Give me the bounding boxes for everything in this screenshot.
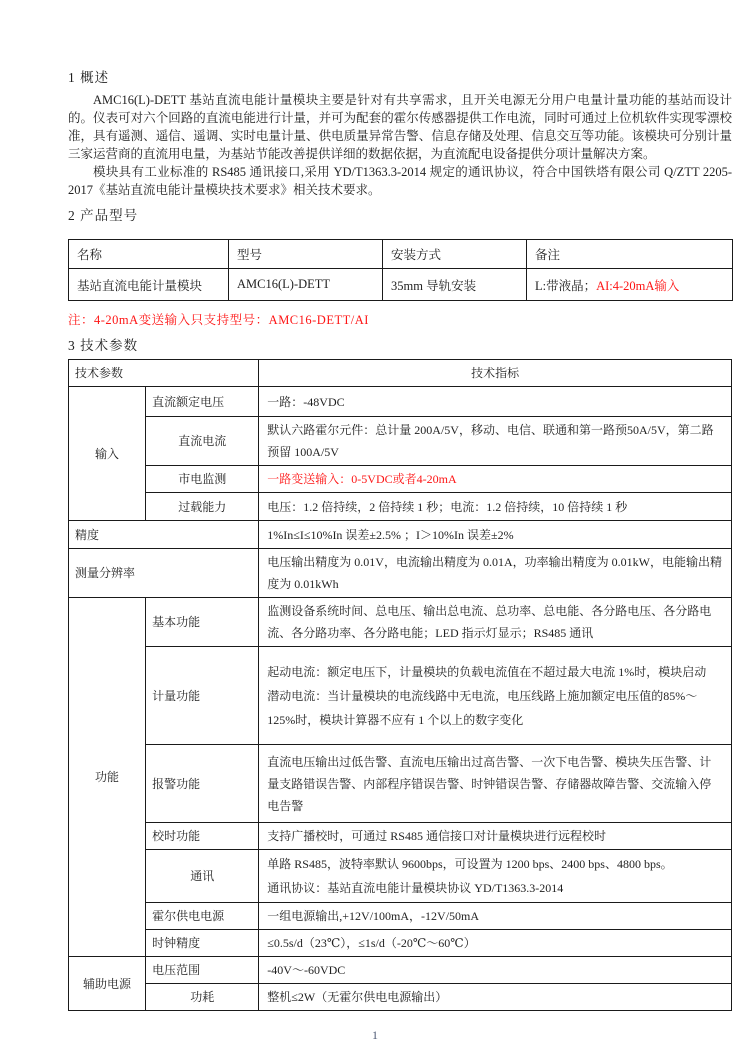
label-timing-function: 校时功能 bbox=[146, 823, 259, 850]
transmitter-input-note: 注：4-20mA变送输入只支持型号：AMC16-DETT/AI bbox=[68, 313, 369, 327]
value-rated-voltage: 一路：-48VDC bbox=[259, 387, 732, 417]
section-1-heading: 1 概述 bbox=[68, 70, 110, 85]
label-accuracy: 精度 bbox=[69, 521, 259, 549]
overview-paragraph-1: AMC16(L)-DETT 基站直流电能计量模块主要是针对有共享需求，且开关电源无分用户电量计量功能的基站而设计的。仪表可对六个回路的直流电能进行计量，并可为配套的霍尔传感器提供工作电流，同时可通过上位机软件实现零漂校准，具有遥测、遥信、遥调、实时电量计量、供电质量异常告警、信息存储及处理、信息交互等功能。该模块可分别计量三家运营商的直流用电量，为基站节能改善提供详细的数据依据，为直流配电设备提供分项计量解决方案。 bbox=[68, 93, 732, 161]
label-alarm-function: 报警功能 bbox=[146, 745, 259, 823]
value-dc-current: 默认六路霍尔元件：总计量 200A/5V，移动、电信、联通和第一路预50A/5V，第二路预留 100A/5V bbox=[259, 417, 732, 466]
table-row bbox=[69, 521, 732, 549]
product-table-header-row bbox=[69, 240, 733, 269]
product-header-install: 安装方式 bbox=[383, 240, 527, 269]
value-metering-function bbox=[259, 647, 732, 745]
label-rated-voltage: 直流额定电压 bbox=[146, 387, 259, 417]
tech-params-table bbox=[68, 359, 732, 1011]
tech-header-index: 技术指标 bbox=[259, 360, 732, 387]
table-row bbox=[69, 850, 732, 903]
value-power-consumption: 整机≤2W（无霍尔供电电源输出） bbox=[259, 984, 732, 1011]
remark-red-text: AI:4-20mA输入 bbox=[596, 278, 680, 293]
product-header-remark: 备注 bbox=[527, 240, 733, 269]
product-cell-remark bbox=[527, 269, 733, 301]
table-row bbox=[69, 417, 732, 466]
tech-header-params: 技术参数 bbox=[69, 360, 259, 387]
table-row bbox=[69, 930, 732, 957]
label-communication: 通讯 bbox=[146, 850, 259, 903]
overview-paragraph-2: 模块具有工业标准的 RS485 通讯接口,采用 YD/T1363.3-2014 规定的通讯协议，符合中国铁塔有限公司 Q/ZTT 2205-2017《基站直流电能计量模块技术要求》相关技术要求。 bbox=[68, 165, 732, 197]
table-row bbox=[69, 549, 732, 598]
value-resolution: 电压输出精度为 0.01V，电流输出精度为 0.01A，功率输出精度为 0.01kW，电能输出精度为 0.01kWh bbox=[259, 549, 732, 598]
group-function: 功能 bbox=[69, 598, 146, 957]
section-2-heading: 2 产品型号 bbox=[68, 208, 139, 223]
table-row bbox=[69, 957, 732, 984]
product-model-table bbox=[68, 239, 733, 301]
product-cell-name: 基站直流电能计量模块 bbox=[69, 269, 229, 301]
communication-baudrate: 单路 RS485，波特率默认 9600bps，可设置为 1200 bps、2400 bps、4800 bps。 bbox=[267, 857, 673, 871]
group-aux-power: 辅助电源 bbox=[69, 957, 146, 1011]
table-row bbox=[69, 493, 732, 521]
label-dc-current: 直流电流 bbox=[146, 417, 259, 466]
label-basic-function: 基本功能 bbox=[146, 598, 259, 647]
label-resolution: 测量分辨率 bbox=[69, 549, 259, 598]
table-row bbox=[69, 647, 732, 745]
metering-start-current: 起动电流：额定电压下，计量模块的负载电流值在不超过最大电流 1%时，模块启动 bbox=[267, 664, 707, 679]
table-row bbox=[69, 466, 732, 493]
value-voltage-range: -40V～-60VDC bbox=[259, 957, 732, 984]
section-3-heading: 3 技术参数 bbox=[68, 338, 139, 353]
label-mains-monitor: 市电监测 bbox=[146, 466, 259, 493]
label-power-consumption: 功耗 bbox=[146, 984, 259, 1011]
tech-header-row bbox=[69, 360, 732, 387]
value-accuracy: 1%In≤I≤10%In 误差±2.5% ；I＞10%In 误差±2% bbox=[259, 521, 732, 549]
value-communication bbox=[259, 850, 732, 903]
value-hall-supply: 一组电源输出,+12V/100mA，-12V/50mA bbox=[259, 903, 732, 930]
product-header-model: 型号 bbox=[229, 240, 383, 269]
value-mains-monitor: 一路变送输入：0-5VDC或者4-20mA bbox=[259, 466, 732, 493]
table-row bbox=[69, 984, 732, 1011]
value-overload: 电压：1.2 倍持续，2 倍持续 1 秒；电流：1.2 倍持续，10 倍持续 1 秒 bbox=[259, 493, 732, 521]
group-input: 输入 bbox=[69, 387, 146, 521]
product-cell-install: 35mm 导轨安装 bbox=[383, 269, 527, 301]
label-clock-accuracy: 时钟精度 bbox=[146, 930, 259, 957]
value-timing-function: 支持广播校时，可通过 RS485 通信接口对计量模块进行远程校时 bbox=[259, 823, 732, 850]
label-overload: 过载能力 bbox=[146, 493, 259, 521]
product-table-data-row bbox=[69, 269, 733, 301]
remark-text: L:带液晶； bbox=[535, 278, 597, 293]
metering-creep-current: 潜动电流：当计量模块的电流线路中无电流，电压线路上施加额定电压值的85%～125%时，模块计算器不应有 1 个以上的数字变化 bbox=[267, 688, 698, 727]
value-alarm-function: 直流电压输出过低告警、直流电压输出过高告警、一次下电告警、模块失压告警、计量支路错误告警、内部程序错误告警、时钟错误告警、存储器故障告警、交流输入停电告警 bbox=[259, 745, 732, 823]
label-metering-function: 计量功能 bbox=[146, 647, 259, 745]
document-content bbox=[68, 66, 732, 1011]
table-row bbox=[69, 745, 732, 823]
value-basic-function: 监测设备系统时间、总电压、输出总电流、总功率、总电能、各分路电压、各分路电流、各分路功率、各分路电能；LED 指示灯显示；RS485 通讯 bbox=[259, 598, 732, 647]
page-number: 1 bbox=[372, 1028, 378, 1042]
label-hall-supply: 霍尔供电电源 bbox=[146, 903, 259, 930]
communication-protocol: 通讯协议：基站直流电能计量模块协议 YD/T1363.3-2014 bbox=[267, 881, 564, 895]
table-row bbox=[69, 823, 732, 850]
product-cell-model: AMC16(L)-DETT bbox=[229, 269, 383, 301]
table-row bbox=[69, 387, 732, 417]
product-header-name: 名称 bbox=[69, 240, 229, 269]
table-row bbox=[69, 903, 732, 930]
value-clock-accuracy: ≤0.5s/d（23℃），≤1s/d（-20℃～60℃） bbox=[259, 930, 732, 957]
table-row bbox=[69, 598, 732, 647]
label-voltage-range: 电压范围 bbox=[146, 957, 259, 984]
